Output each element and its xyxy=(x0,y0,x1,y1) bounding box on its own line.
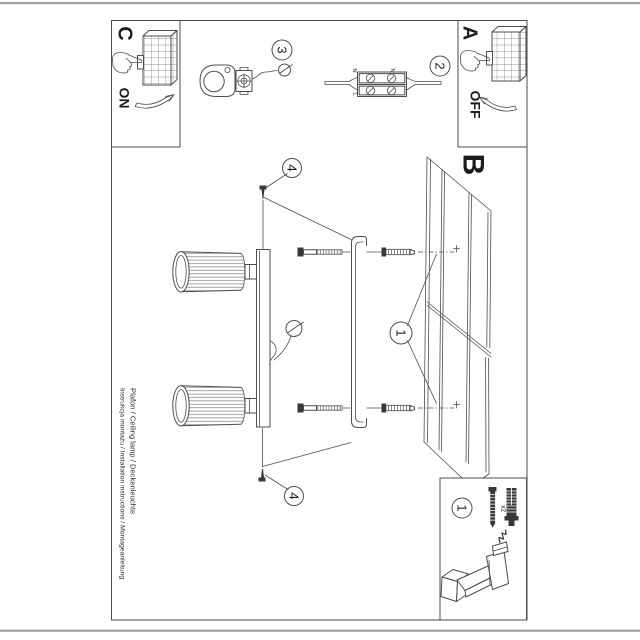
panel-c xyxy=(113,26,178,108)
panel-a-label: A xyxy=(458,25,481,41)
kit-step-number: 1 xyxy=(454,504,470,512)
ceiling-plane-drawing xyxy=(424,157,491,478)
step-4-number: 4 xyxy=(286,492,302,500)
arrow-on-icon xyxy=(135,95,174,109)
step-4-top xyxy=(260,159,352,249)
ceiling-lamp-drawing xyxy=(173,250,276,428)
page-edge-bottom xyxy=(0,630,640,632)
panel-c-label: C xyxy=(113,26,136,41)
lamp-shade xyxy=(173,386,257,426)
page-edge-top xyxy=(0,2,640,4)
lamp-shade xyxy=(173,252,257,292)
mounting-plate xyxy=(257,250,271,428)
terminal-block-drawing xyxy=(325,68,441,96)
lamp-wire xyxy=(270,341,277,366)
panel-b-label: B xyxy=(456,153,490,176)
arrow-off-icon xyxy=(480,97,517,111)
shade-joint xyxy=(245,265,257,280)
kit-quantity-label: x2 xyxy=(499,505,507,512)
step-1-number: 1 xyxy=(393,329,409,337)
screwdriver-icon xyxy=(274,321,304,361)
pressing-hand-icon xyxy=(461,51,490,72)
step-4-number: 4 xyxy=(284,164,300,172)
fixing-row xyxy=(298,246,460,257)
wire-label-n-right: N xyxy=(389,68,395,73)
wall-plug-icon xyxy=(505,488,519,526)
step-4-bottom xyxy=(259,429,352,506)
step-3-number: 3 xyxy=(274,46,290,54)
leader-lines xyxy=(408,254,437,404)
fixing-row xyxy=(298,402,460,413)
panel-b xyxy=(173,154,491,506)
screwdriver-icon xyxy=(279,64,293,76)
wire-label-l: L xyxy=(351,92,358,96)
wall-switch-icon xyxy=(487,27,527,82)
wire-curve xyxy=(252,71,277,80)
step-1-inset xyxy=(440,478,527,620)
step-2-wiring xyxy=(325,56,450,97)
footer-product-line: Plafon / Ceiling lamp / Deckenleuchte xyxy=(128,388,138,515)
panel-a xyxy=(459,26,527,119)
panel-c-action-label: ON xyxy=(116,87,133,109)
drill-hole-mark xyxy=(454,246,460,253)
footer-instructions-line: Instrukcja montażu / Installation instructions / Montageanleitung xyxy=(118,388,126,580)
step-3-canopy xyxy=(200,40,293,97)
step-2-number: 2 xyxy=(432,62,448,70)
mounting-bracket-drawing xyxy=(352,237,367,428)
canopy-drawing xyxy=(200,65,252,97)
panel-a-action-label: OFF xyxy=(467,90,484,119)
wall-switch-icon xyxy=(138,31,178,86)
wire-label-n-left: N xyxy=(351,68,357,73)
